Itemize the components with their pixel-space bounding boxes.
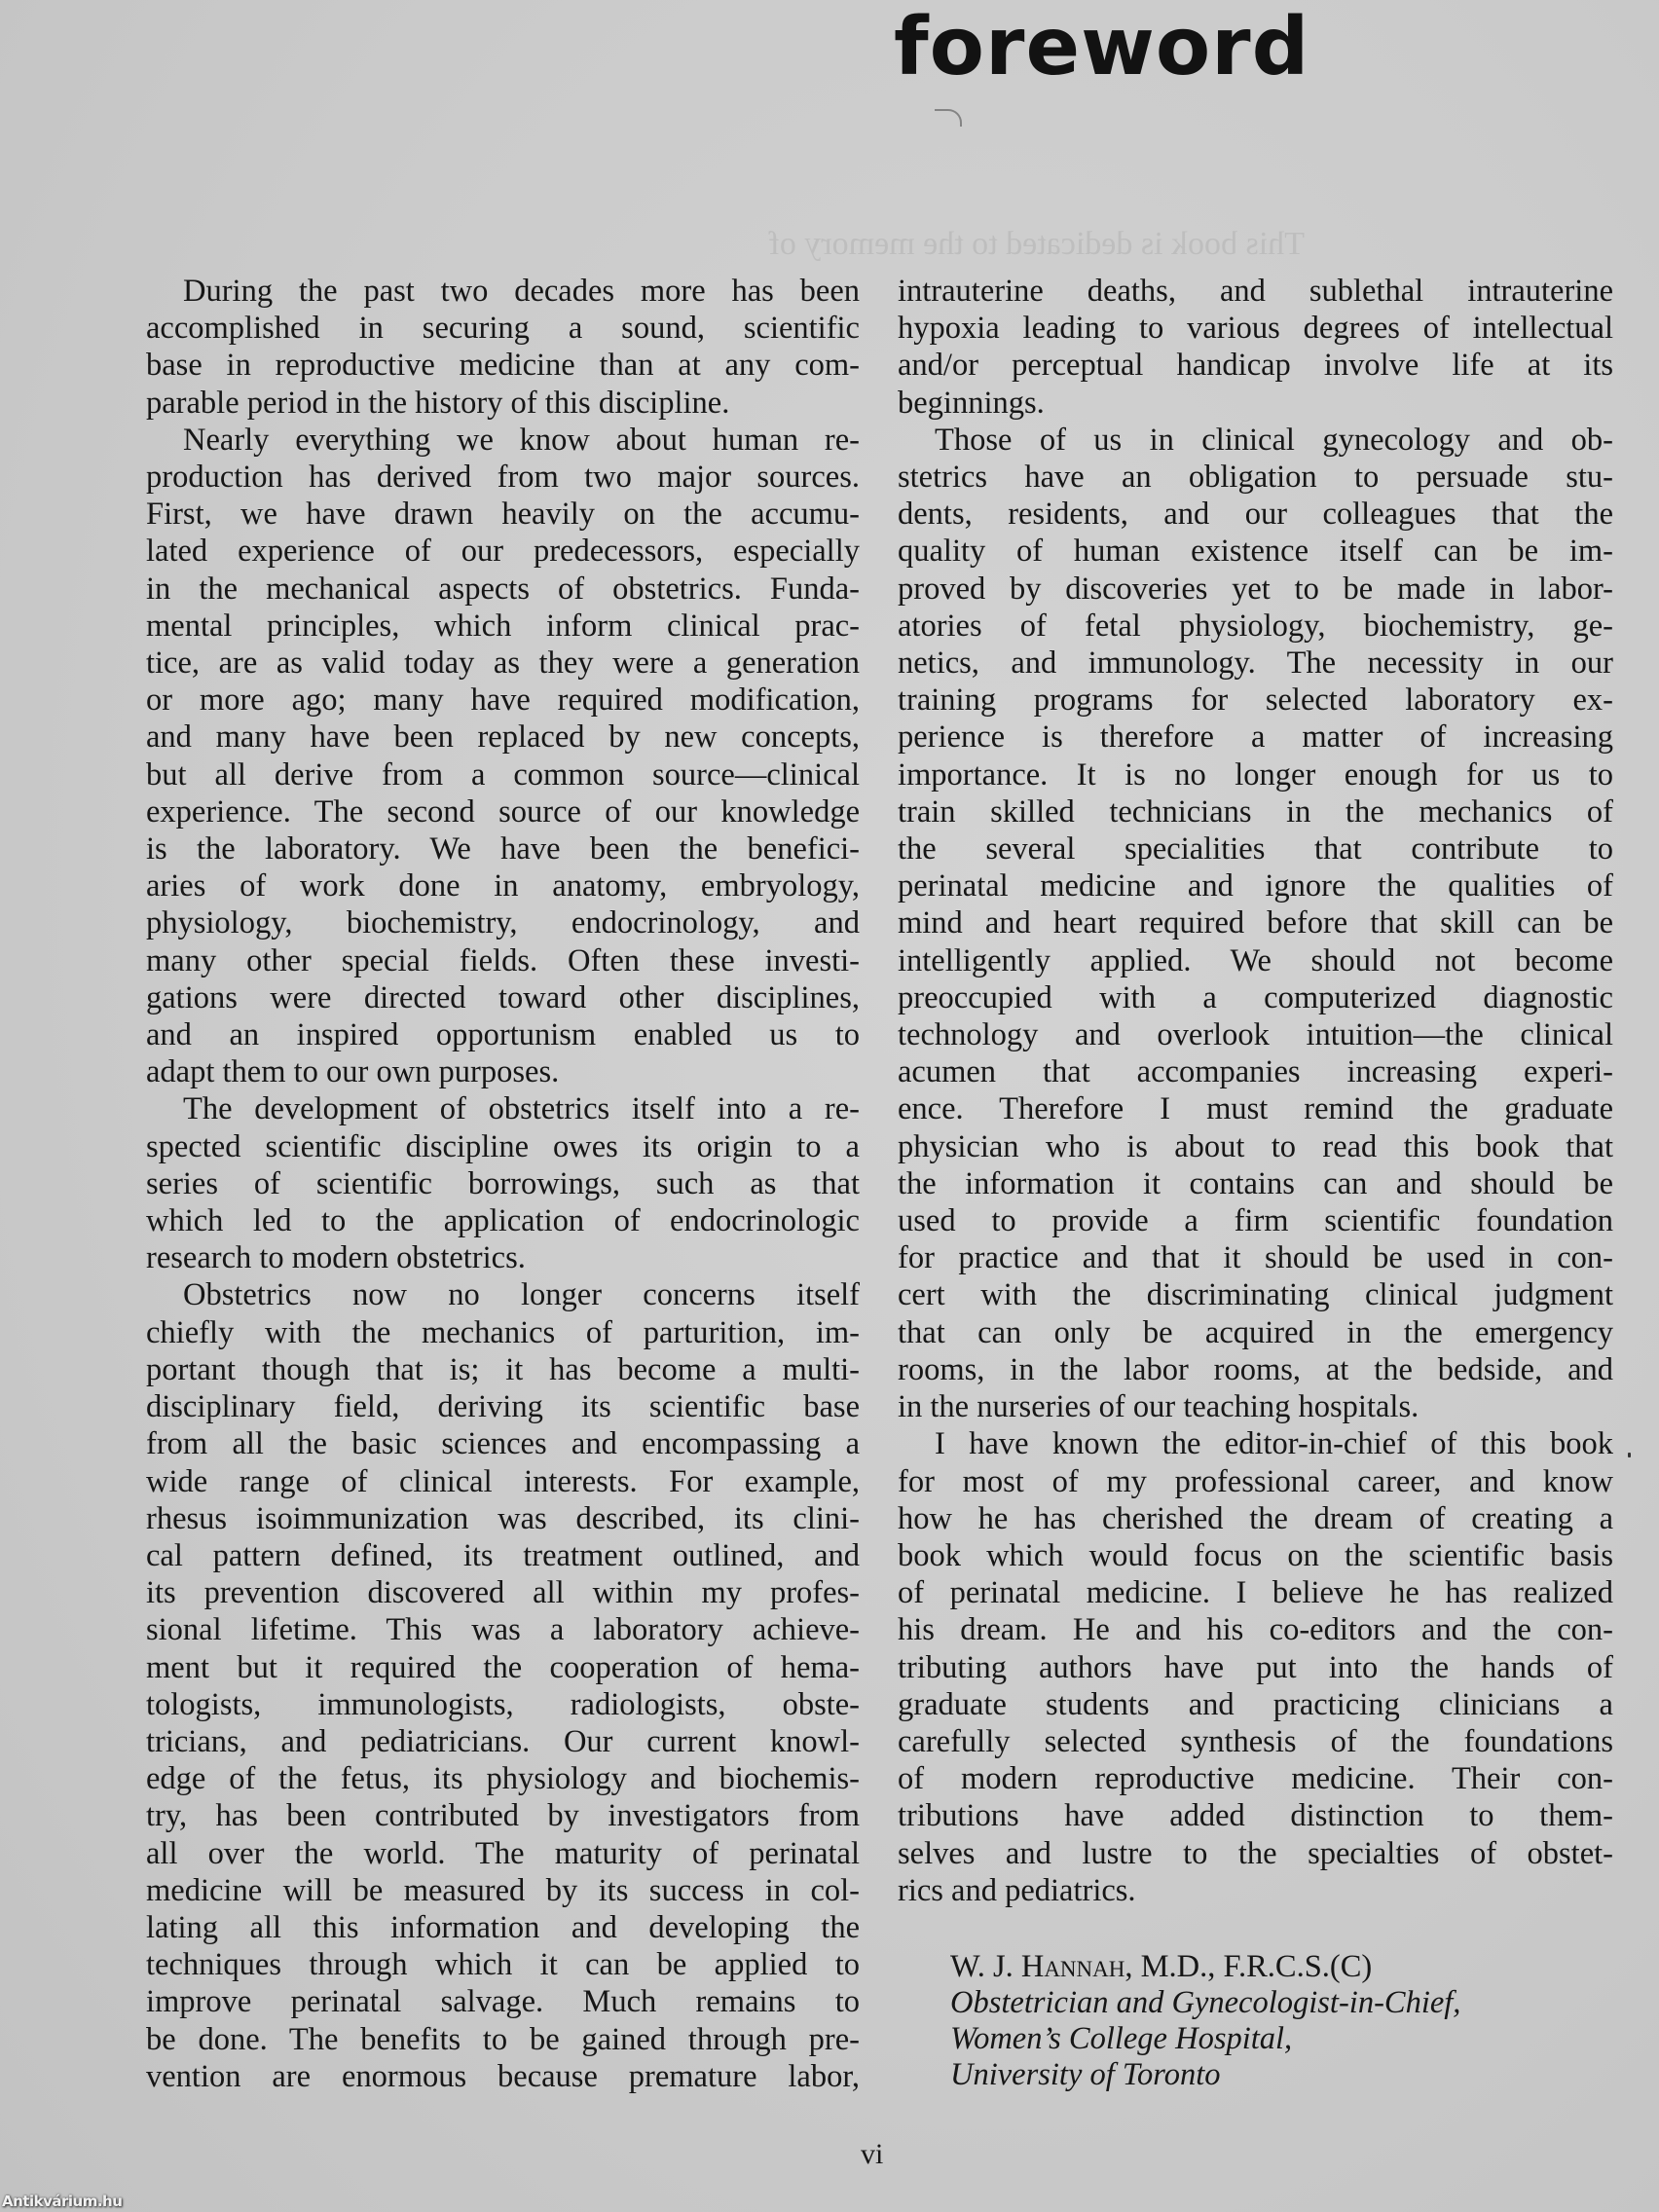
text-line: stetrics have an obligation to persuade stu- bbox=[898, 460, 1613, 496]
text-line: medicine will be measured by its success in col- bbox=[146, 1872, 860, 1908]
text-line: tricians, and pediatricians. Our current knowl- bbox=[146, 1723, 860, 1759]
text-line: intrauterine deaths, and sublethal intrauterine bbox=[898, 274, 1613, 309]
text-line: chiefly with the mechanics of parturition, im- bbox=[146, 1314, 860, 1350]
text-line: I have known the editor-in-chief of this book bbox=[935, 1426, 1613, 1462]
text-line: and an inspired opportunism enabled us to bbox=[146, 1017, 860, 1053]
text-line: acumen that accompanies increasing experi- bbox=[898, 1054, 1613, 1090]
text-line: train skilled technicians in the mechanics of bbox=[898, 793, 1613, 830]
text-line: in the mechanical aspects of obstetrics. Funda- bbox=[146, 571, 860, 607]
text-line: his dream. He and his co-editors and the con- bbox=[898, 1612, 1613, 1648]
text-line: training programs for selected laboratory ex- bbox=[898, 682, 1613, 719]
text-line: vention are enormous because premature labor, bbox=[146, 2058, 860, 2094]
text-line: graduate students and practicing clinicians a bbox=[898, 1686, 1613, 1722]
text-line: importance. It is no longer enough for us to bbox=[898, 756, 1613, 793]
text-line: spected scientific discipline owes its origin to a bbox=[146, 1128, 860, 1164]
text-line: perinatal medicine and ignore the qualities of bbox=[898, 868, 1613, 904]
author-position: Obstetrician and Gynecologist-in-Chief, bbox=[950, 1985, 1461, 2020]
text-line: which led to the application of endocrinologic bbox=[146, 1203, 860, 1239]
text-line: Obstetrics now no longer concerns itself bbox=[183, 1277, 860, 1313]
show-through-text: This book is dedicated to the memory of bbox=[768, 226, 1305, 262]
text-line: series of scientific borrowings, such as that bbox=[146, 1165, 860, 1201]
text-line: base in reproductive medicine than at any com- bbox=[146, 348, 860, 384]
text-line: dents, residents, and our colleagues that the bbox=[898, 497, 1613, 533]
text-line: ence. Therefore I must remind the graduate bbox=[898, 1091, 1613, 1127]
text-line: First, we have drawn heavily on the accumu- bbox=[146, 497, 860, 533]
text-line: physiology, biochemistry, endocrinology, and bbox=[146, 905, 860, 941]
text-line: gations were directed toward other disciplines, bbox=[146, 979, 860, 1015]
text-line: sional lifetime. This was a laboratory achieve- bbox=[146, 1612, 860, 1648]
author-institution: Women’s College Hospital, bbox=[950, 2021, 1293, 2056]
text-line: used to provide a firm scientific foundation bbox=[898, 1203, 1613, 1239]
text-line: lating all this information and developing the bbox=[146, 1909, 860, 1945]
text-line: wide range of clinical interests. For example, bbox=[146, 1463, 860, 1499]
text-line: tologists, immunologists, radiologists, obste- bbox=[146, 1686, 860, 1722]
text-line: Those of us in clinical gynecology and ob- bbox=[935, 422, 1613, 458]
page-title: foreword bbox=[894, 1, 1310, 93]
text-line: book which would focus on the scientific basis bbox=[898, 1537, 1613, 1573]
text-line: all over the world. The maturity of perinatal bbox=[146, 1835, 860, 1871]
author-surname: Hannah bbox=[1020, 1949, 1125, 1984]
text-line: ment but it required the cooperation of hema- bbox=[146, 1649, 860, 1685]
author-name bbox=[950, 1949, 1460, 1985]
text-line: that can only be acquired in the emergency bbox=[898, 1314, 1613, 1350]
text-line: aries of work done in anatomy, embryology, bbox=[146, 868, 860, 904]
text-line: quality of human existence itself can be im- bbox=[898, 534, 1613, 570]
text-line: many other special fields. Often these investi- bbox=[146, 942, 860, 978]
text-line: lated experience of our predecessors, especially bbox=[146, 534, 860, 570]
text-line: carefully selected synthesis of the foundations bbox=[898, 1723, 1613, 1759]
text-line: of modern reproductive medicine. Their con- bbox=[898, 1761, 1613, 1797]
left-column bbox=[146, 273, 860, 2095]
text-line: atories of fetal physiology, biochemistry, ge- bbox=[898, 608, 1613, 644]
text-line: tributing authors have put into the hands of bbox=[898, 1649, 1613, 1685]
text-line: but all derive from a common source—clinical bbox=[146, 756, 860, 793]
text-line: is the laboratory. We have been the benefici- bbox=[146, 831, 860, 867]
signature-block bbox=[950, 1949, 1460, 2093]
text-line: rhesus isoimmunization was described, its clini- bbox=[146, 1500, 860, 1536]
text-line: from all the basic sciences and encompassing a bbox=[146, 1426, 860, 1462]
text-line: cert with the discriminating clinical judgment bbox=[898, 1277, 1613, 1313]
text-line: tributions have added distinction to them- bbox=[898, 1798, 1613, 1834]
author-initials: W. J. bbox=[950, 1949, 1021, 1984]
text-line: intelligently applied. We should not become bbox=[898, 942, 1613, 978]
text-line: how he has cherished the dream of creating a bbox=[898, 1500, 1613, 1536]
text-line: hypoxia leading to various degrees of intellectual bbox=[898, 311, 1613, 347]
stray-hair-mark bbox=[935, 109, 962, 127]
text-line: rooms, in the labor rooms, at the bedside, and bbox=[898, 1351, 1613, 1387]
text-line: production has derived from two major sources. bbox=[146, 460, 860, 496]
text-line: Nearly everything we know about human re- bbox=[183, 422, 860, 458]
text-line: tice, are as valid today as they were a generation bbox=[146, 645, 860, 682]
text-line: and many have been replaced by new concepts, bbox=[146, 719, 860, 756]
text-line: of perinatal medicine. I believe he has realized bbox=[898, 1575, 1613, 1611]
right-column bbox=[898, 273, 1613, 1909]
text-line: and/or perceptual handicap involve life at its bbox=[898, 348, 1613, 384]
text-line: improve perinatal salvage. Much remains to bbox=[146, 1984, 860, 2020]
text-line: portant though that is; it has become a multi- bbox=[146, 1351, 860, 1387]
text-line: The development of obstetrics itself into a re- bbox=[183, 1091, 860, 1127]
text-line: preoccupied with a computerized diagnostic bbox=[898, 979, 1613, 1015]
text-line: beginnings. bbox=[898, 385, 1045, 421]
text-line: or more ago; many have required modification, bbox=[146, 682, 860, 719]
text-line: the information it contains can and should be bbox=[898, 1165, 1613, 1201]
text-line: technology and overlook intuition—the clinical bbox=[898, 1017, 1613, 1053]
text-line: mind and heart required before that skill can be bbox=[898, 905, 1613, 941]
text-line: for most of my professional career, and know bbox=[898, 1463, 1613, 1499]
author-university: University of Toronto bbox=[950, 2057, 1221, 2092]
text-line: try, has been contributed by investigators from bbox=[146, 1798, 860, 1834]
text-line: perience is therefore a matter of increasing bbox=[898, 719, 1613, 756]
text-line: parable period in the history of this discipline. bbox=[146, 385, 730, 421]
text-line: During the past two decades more has been bbox=[183, 274, 860, 309]
watermark-logo: Antikvárium.hu bbox=[2, 2193, 123, 2210]
text-line: experience. The second source of our knowledge bbox=[146, 793, 860, 830]
text-line: edge of the fetus, its physiology and biochemis- bbox=[146, 1761, 860, 1797]
text-line: cal pattern defined, its treatment outlined, and bbox=[146, 1537, 860, 1573]
author-credentials: , M.D., F.R.C.S.(C) bbox=[1124, 1949, 1373, 1984]
text-line: in the nurseries of our teaching hospitals. bbox=[898, 1389, 1419, 1425]
text-line: mental principles, which inform clinical prac- bbox=[146, 608, 860, 644]
text-line: netics, and immunology. The necessity in our bbox=[898, 645, 1613, 682]
text-line: accomplished in securing a sound, scientific bbox=[146, 311, 860, 347]
text-line: research to modern obstetrics. bbox=[146, 1240, 526, 1276]
text-line: for practice and that it should be used in con- bbox=[898, 1240, 1613, 1276]
text-line: adapt them to our own purposes. bbox=[146, 1054, 560, 1090]
text-line: its prevention discovered all within my profes- bbox=[146, 1575, 860, 1611]
text-line: techniques through which it can be applied to bbox=[146, 1947, 860, 1983]
text-line: disciplinary field, deriving its scientific base bbox=[146, 1389, 860, 1425]
text-line: be done. The benefits to be gained through pre- bbox=[146, 2021, 860, 2057]
text-line: selves and lustre to the specialties of obstet- bbox=[898, 1835, 1613, 1871]
text-line: the several specialities that contribute to bbox=[898, 831, 1613, 867]
text-line: physician who is about to read this book that bbox=[898, 1128, 1613, 1164]
text-line: rics and pediatrics. bbox=[898, 1872, 1136, 1908]
stray-mark bbox=[1628, 1453, 1631, 1457]
text-line: proved by discoveries yet to be made in labor- bbox=[898, 571, 1613, 607]
page-number: vi bbox=[861, 2138, 884, 2170]
